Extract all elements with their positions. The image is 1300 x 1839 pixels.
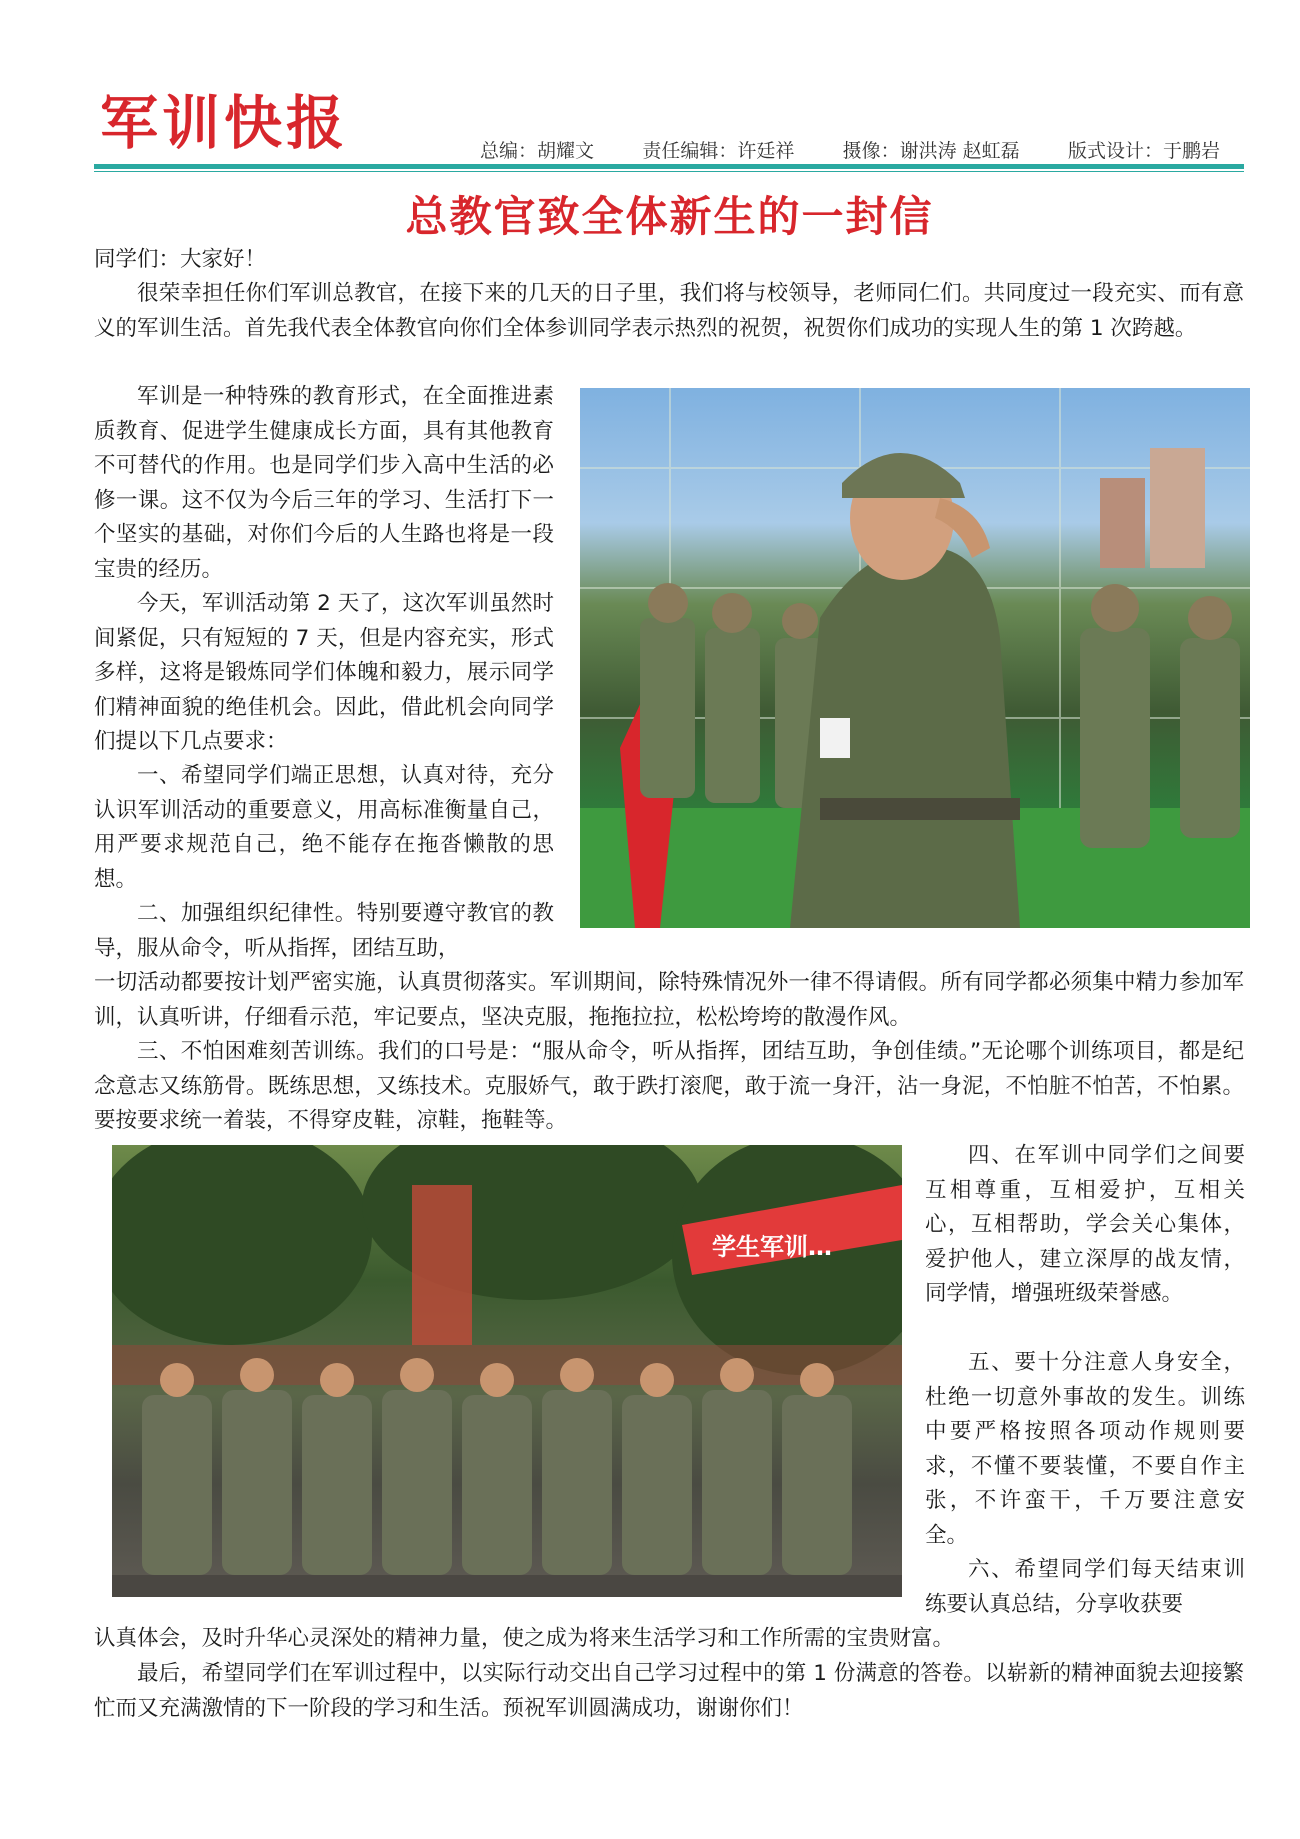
paragraph-requirement-5: 五、要十分注意人身安全，杜绝一切意外事故的发生。训练中要严格按照各项动作规则要求，不懂不要装懂，不要自作主张，不许蛮干，千万要注意安全。 xyxy=(925,1350,1245,1548)
chief-editor-credit: 总编：胡耀文 xyxy=(480,140,595,162)
instructor-salute-photo xyxy=(580,388,1250,928)
paragraph-requirement-1: 一、希望同学们端正思想，认真对待，充分认识军训活动的重要意义，用高标准衡量自己，用严要求规范自己，绝不能存在拖沓懒散的思想。 xyxy=(94,763,554,892)
paragraph-requirement-6-start: 六、希望同学们每天结束训练要认真总结，分享收获要 xyxy=(925,1557,1245,1617)
layout-design-credit: 版式设计：于鹏岩 xyxy=(1067,140,1220,162)
masthead-rule xyxy=(94,164,1244,169)
paragraph-requirement-6-cont: 认真体会，及时升华心灵深处的精神力量，使之成为将来生活学习和工作所需的宝贵财富。 xyxy=(94,1626,955,1651)
instructor-salute-illustration xyxy=(580,388,1250,928)
banner-text: 学生军训… xyxy=(712,1233,832,1261)
paragraph-today: 今天，军训活动第 2 天了，这次军训虽然时间紧促，只有短短的 7 天，但是内容充实，形式多样，这将是锻炼同学们体魄和毅力，展示同学们精神面貌的绝佳机会。因此，借此机会向同学们提以下几点要求： xyxy=(94,591,554,754)
paragraph-requirement-2-start: 二、加强组织纪律性。特别要遵守教官的教导，服从命令，听从指挥，团结互助， xyxy=(94,901,554,961)
paragraph-requirement-4: 四、在军训中同学们之间要互相尊重，互相爱护，互相关心，互相帮助，学会关心集体，爱护他人，建立深厚的战友情，同学情，增强班级荣誉感。 xyxy=(925,1143,1245,1306)
article-title: 总教官致全体新生的一封信 xyxy=(405,192,934,241)
paragraph-purpose: 军训是一种特殊的教育形式，在全面推进素质教育、促进学生健康成长方面，具有其他教育不可替代的作用。也是同学们步入高中生活的必修一课。这不仅为今后三年的学习、生活打下一个坚实的基础，对你们今后的人生路也将是一段宝贵的经历。 xyxy=(94,384,554,582)
paragraph-requirement-2-cont: 一切活动都要按计划严密实施，认真贯彻落实。军训期间，除特殊情况外一律不得请假。所有同学都必须集中精力参加军训，认真听讲，仔细看示范，牢记要点，坚决克服，拖拖拉拉，松松垮垮的散漫作风。 xyxy=(94,970,1244,1030)
paragraph-intro: 很荣幸担任你们军训总教官，在接下来的几天的日子里，我们将与校领导，老师同仁们。共同度过一段充实、而有意义的军训生活。首先我代表全体教官向你们全体参训同学表示热烈的祝贺，祝贺你们成功的实现人生的第 1 次跨越。 xyxy=(94,281,1244,341)
photography-credit: 摄像：谢洪涛 赵虹磊 xyxy=(842,140,1020,162)
responsible-editor-credit: 责任编辑：许廷祥 xyxy=(642,140,795,162)
greeting: 同学们：大家好！ xyxy=(94,247,267,272)
paragraph-closing: 最后，希望同学们在军训过程中，以实际行动交出自己学习过程中的第 1 份满意的答卷。以崭新的精神面貌去迎接繁忙而又充满激情的下一阶段的学习和生活。预祝军训圆满成功，谢谢你们！ xyxy=(94,1661,1244,1721)
credits-line xyxy=(480,136,1220,163)
students-formation-illustration xyxy=(112,1145,902,1597)
students-formation-photo xyxy=(112,1145,902,1597)
masthead-rule-thin xyxy=(94,171,1244,172)
paragraph-requirement-3: 三、不怕困难刻苦训练。我们的口号是：“服从命令，听从指挥，团结互助，争创佳绩。”无论哪个训练项目，都是纪念意志又练筋骨。既练思想，又练技术。克服娇气，敢于跌打滚爬，敢于流一身汗，沾一身泥，不怕脏不怕苦，不怕累。要按要求统一着装，不得穿皮鞋，凉鞋，拖鞋等。 xyxy=(94,1039,1244,1133)
masthead-logo: 军训快报 xyxy=(100,89,349,157)
